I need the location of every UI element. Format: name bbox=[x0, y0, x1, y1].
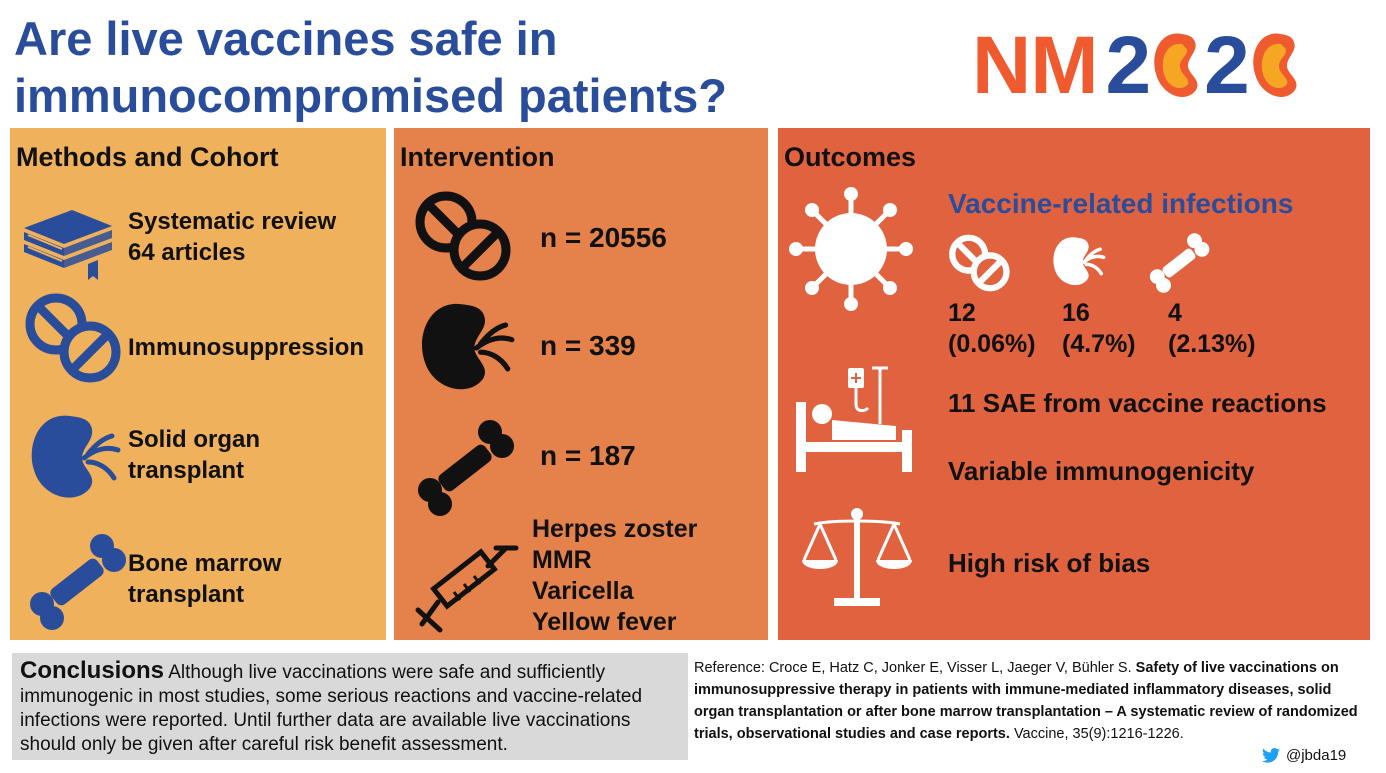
page-title bbox=[14, 10, 914, 124]
reference-title: Safety of live vaccinations on immunosuppressive therapy in patients with immune-mediated inflammatory diseases, solid organ transplantation or after bone marrow transplantation – A systematic review of randomized trials, observational studies and case reports. bbox=[694, 660, 1358, 742]
conclusions-text: Although live vaccinations were safe and sufficiently immunogenic in most studies, some serious reactions and vaccine-related infections were reported. Until further data are available live vaccinations should only be given after careful risk benefit assessment. bbox=[20, 662, 643, 755]
hospital-bed-icon bbox=[792, 364, 916, 474]
outcomes-panel bbox=[778, 128, 1370, 640]
twitter-credit bbox=[1262, 747, 1346, 764]
sae-text: 11 SAE from vaccine reactions bbox=[948, 388, 1327, 418]
infections-heading: Vaccine-related infections bbox=[948, 188, 1294, 219]
vaccine-item: Varicella bbox=[532, 577, 634, 605]
methods-item-bone-marrow: Bone marrow transplant bbox=[128, 550, 282, 608]
outcomes-heading: Outcomes bbox=[784, 142, 917, 172]
intervention-heading: Intervention bbox=[400, 142, 555, 172]
bone-icon bbox=[22, 532, 132, 632]
books-icon bbox=[18, 204, 118, 284]
intervention-n-immunosuppression: n = 20556 bbox=[540, 222, 667, 253]
intervention-n-solid-organ: n = 339 bbox=[540, 330, 636, 361]
vaccine-item: Herpes zoster bbox=[532, 515, 698, 543]
bone-icon bbox=[1144, 232, 1214, 294]
kidney-logo-icon bbox=[1251, 30, 1301, 102]
reference-authors: Reference: Croce E, Hatz C, Jonker E, Visser L, Jaeger V, Bühler S. bbox=[694, 660, 1132, 676]
title-line-1: Are live vaccines safe in bbox=[14, 12, 558, 65]
kidney-logo-icon bbox=[1152, 30, 1202, 102]
reference bbox=[694, 657, 1374, 745]
kidney-icon bbox=[416, 298, 516, 398]
immunogenicity-text: Variable immunogenicity bbox=[948, 456, 1255, 486]
stat-immunosuppression: 12 (0.06%) bbox=[948, 299, 1036, 358]
vaccine-item: Yellow fever bbox=[532, 608, 677, 636]
syringe-icon bbox=[410, 540, 522, 634]
logo-digit-2b: 2 bbox=[1204, 20, 1249, 111]
methods-heading: Methods and Cohort bbox=[16, 142, 279, 172]
scales-icon bbox=[794, 502, 920, 612]
intervention-n-bone-marrow: n = 187 bbox=[540, 440, 636, 471]
title-line-2: immunocompromised patients? bbox=[14, 69, 727, 122]
pills-icon bbox=[414, 190, 514, 282]
pills-icon bbox=[24, 292, 124, 384]
vaccine-list bbox=[532, 514, 697, 638]
conclusions-label: Conclusions bbox=[20, 657, 165, 684]
stat-bone-marrow: 4 (2.13%) bbox=[1168, 299, 1256, 358]
logo-digit-2a: 2 bbox=[1105, 20, 1151, 111]
reference-journal: Vaccine, 35(9):1216-1226. bbox=[1013, 726, 1184, 742]
methods-item-solid-organ: Solid organ transplant bbox=[128, 426, 260, 484]
kidney-icon bbox=[26, 410, 122, 506]
nm2020-logo bbox=[972, 20, 1301, 111]
bias-text: High risk of bias bbox=[948, 548, 1151, 578]
conclusions-box bbox=[12, 653, 688, 760]
intervention-panel bbox=[394, 128, 768, 640]
methods-item-immunosuppression: Immunosuppression bbox=[128, 334, 365, 361]
stat-solid-organ: 16 (4.7%) bbox=[1062, 299, 1136, 358]
twitter-icon bbox=[1262, 748, 1280, 763]
virus-icon bbox=[786, 184, 916, 314]
bone-icon bbox=[408, 418, 522, 518]
methods-item-review: Systematic review 64 articles bbox=[128, 208, 337, 266]
twitter-handle: @jbda19 bbox=[1286, 747, 1347, 764]
pills-icon bbox=[948, 234, 1012, 292]
methods-panel bbox=[10, 128, 386, 640]
kidney-icon bbox=[1050, 234, 1106, 290]
vaccine-item: MMR bbox=[532, 546, 592, 574]
logo-nm: NM bbox=[972, 20, 1098, 111]
